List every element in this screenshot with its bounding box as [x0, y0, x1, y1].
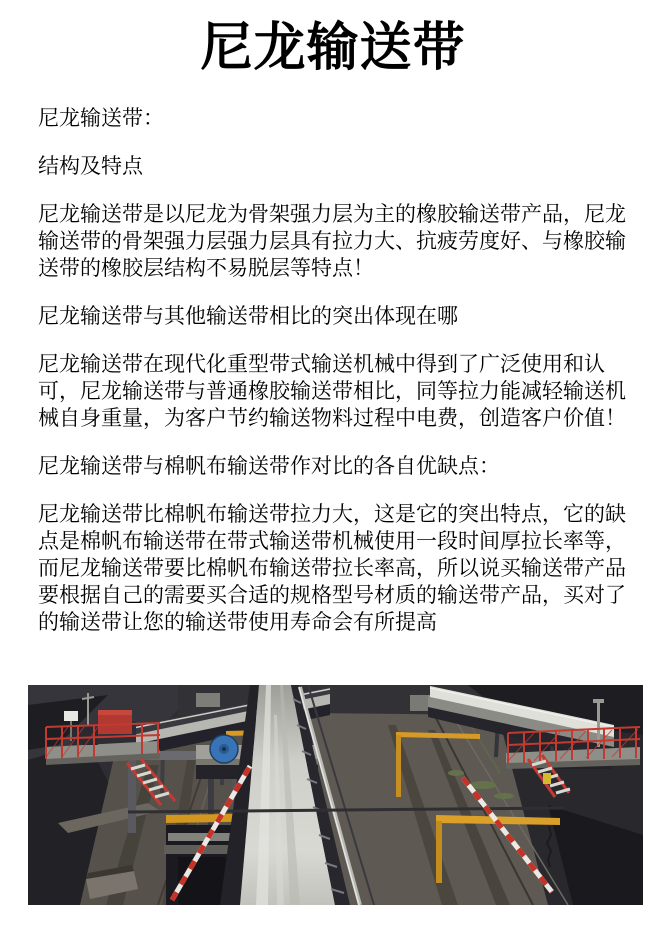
body-paragraph: 结构及特点 [38, 155, 143, 178]
body-paragraph: 尼龙输送带： [38, 107, 164, 130]
coal-yard-belt-conveyors-photo [28, 685, 643, 905]
article-body [38, 105, 632, 663]
body-paragraph: 尼龙输送带与其他输送带相比的突出体现在哪 [38, 305, 458, 328]
body-paragraph: 尼龙输送带比棉帆布输送带拉力大，这是它的突出特点，它的缺点是棉帆布输送带在带式输送带机械使用一段时间厚拉长率等，而尼龙输送带要比棉帆布输送带拉长率高，所以说买输送带产品要根据自己的需要买合适的规格型号材质的输送带产品，买对了的输送带让您的输送带使用寿命会有所提高 [38, 503, 626, 634]
conveyor-photo [28, 685, 643, 905]
body-paragraph: 尼龙输送带与棉帆布输送带作对比的各自优缺点： [38, 455, 500, 478]
body-paragraph: 尼龙输送带是以尼龙为骨架强力层为主的橡胶输送带产品，尼龙输送带的骨架强力层强力层具有拉力大、抗疲劳度好、与橡胶输送带的橡胶层结构不易脱层等特点！ [38, 203, 626, 280]
body-paragraph: 尼龙输送带在现代化重型带式输送机械中得到了广泛使用和认可，尼龙输送带与普通橡胶输送带相比，同等拉力能减轻输送机械自身重量，为客户节约输送物料过程中电费，创造客户价值！ [38, 353, 626, 430]
page-title: 尼龙输送带 [200, 19, 466, 77]
